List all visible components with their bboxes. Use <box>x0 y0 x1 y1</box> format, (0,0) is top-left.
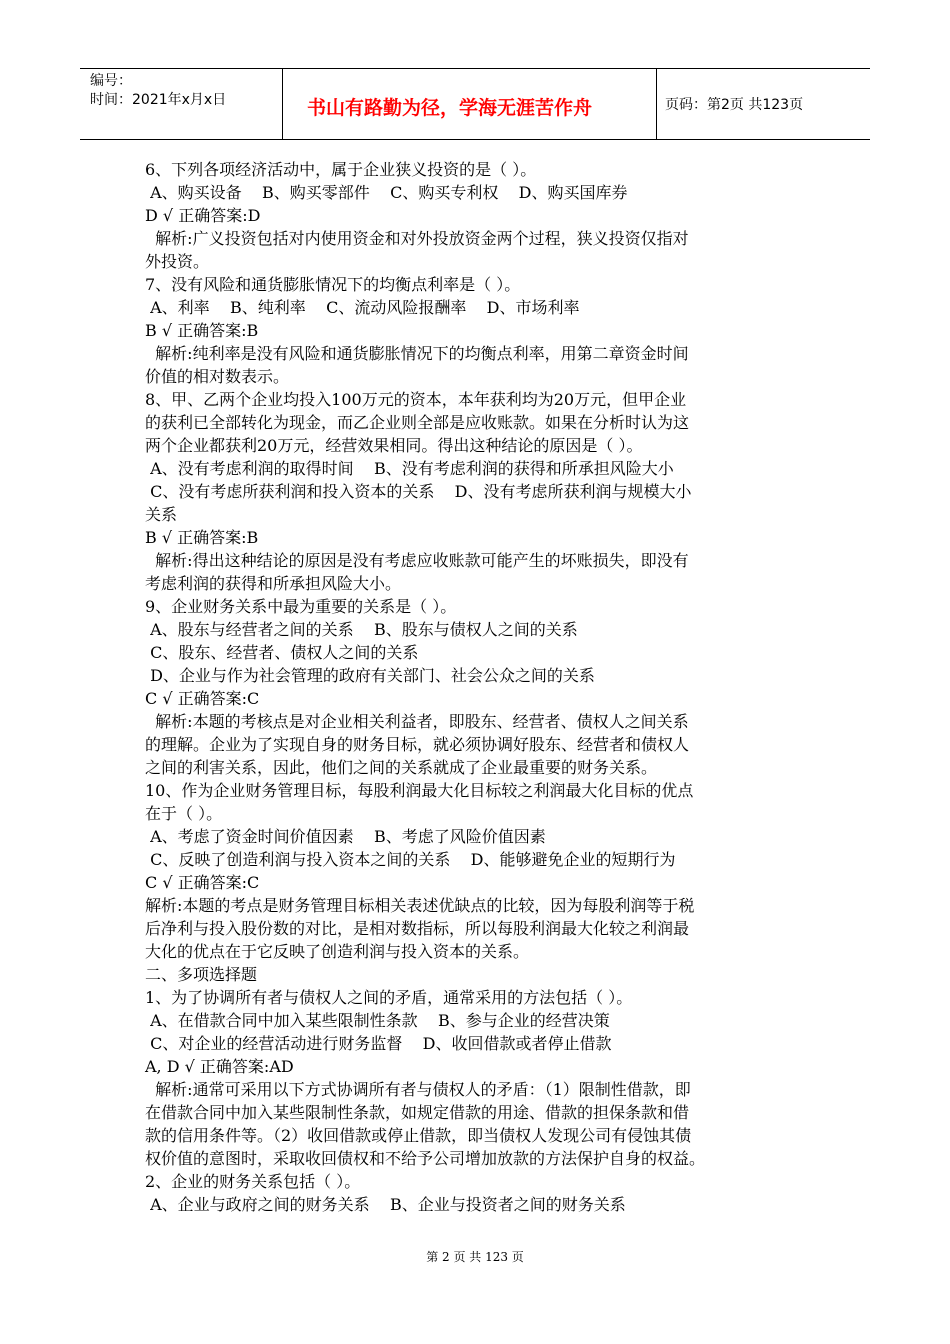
text-line: C、反映了创造利润与投入资本之间的关系 D、能够避免企业的短期行为 <box>145 850 676 869</box>
text-line: A, D √ 正确答案:AD <box>145 1057 294 1076</box>
text-line: 解析:纯利率是没有风险和通货膨胀情况下的均衡点利率，用第二章资金时间 <box>145 344 689 363</box>
text-line: C、没有考虑所获利润和投入资本的关系 D、没有考虑所获利润与规模大小 <box>145 482 692 501</box>
text-line: 大化的优点在于它反映了创造利润与投入资本的关系。 <box>145 942 530 961</box>
text-line: A、考虑了资金时间价值因素 B、考虑了风险价值因素 <box>145 827 546 846</box>
text-line: 10、作为企业财务管理目标，每股利润最大化目标较之利润最大化目标的优点 <box>145 781 694 800</box>
text-line: D、企业与作为社会管理的政府有关部门、社会公众之间的关系 <box>145 666 595 685</box>
header-page-info: 页码：第2页 共123页 <box>665 97 804 113</box>
text-line: 后净利与投入股份数的对比，是相对数指标，所以每股利润最大化较之利润最 <box>145 919 690 938</box>
text-line: 解析:得出这种结论的原因是没有考虑应收账款可能产生的坏账损失，即没有 <box>145 551 689 570</box>
document-body <box>145 158 810 1216</box>
text-line: 的获利已全部转化为现金，而乙企业则全部是应收账款。如果在分析时认为这 <box>145 413 690 432</box>
header-meta-cell <box>80 69 283 139</box>
header-motto: 书山有路勤为径，学海无涯苦作舟 <box>307 97 593 119</box>
text-line: B √ 正确答案:B <box>145 528 259 547</box>
text-line: 权价值的意图时，采取收回债权和不给予公司增加放款的方法保护自身的权益。 <box>145 1149 706 1168</box>
text-line: 7、没有风险和通货膨胀情况下的均衡点利率是（ ）。 <box>145 275 521 294</box>
text-line: 的理解。企业为了实现自身的财务目标，就必须协调好股东、经营者和债权人 <box>145 735 690 754</box>
text-line: A、在借款合同中加入某些限制性条款 B、参与企业的经营决策 <box>145 1011 610 1030</box>
text-line: A、股东与经营者之间的关系 B、股东与债权人之间的关系 <box>145 620 578 639</box>
page-header <box>80 68 870 140</box>
text-line: 解析:广义投资包括对内使用资金和对外投放资金两个过程，狭义投资仅指对 <box>145 229 689 248</box>
text-line: D √ 正确答案:D <box>145 206 261 225</box>
text-line: 外投资。 <box>145 252 210 271</box>
text-line: 款的信用条件等。（2）收回借款或停止借款，即当债权人发现公司有侵蚀其债 <box>145 1126 692 1145</box>
header-motto-cell <box>283 69 657 139</box>
text-line: 1、为了协调所有者与债权人之间的矛盾，通常采用的方法包括（ ）。 <box>145 988 633 1007</box>
text-line: C √ 正确答案:C <box>145 689 260 708</box>
text-line: C √ 正确答案:C <box>145 873 260 892</box>
text-line: 之间的利害关系，因此，他们之间的关系就成了企业最重要的财务关系。 <box>145 758 658 777</box>
text-line: A、企业与政府之间的财务关系 B、企业与投资者之间的财务关系 <box>145 1195 626 1214</box>
text-line: 在于（ ）。 <box>145 804 223 823</box>
text-line: A、利率 B、纯利率 C、流动风险报酬率 D、市场利率 <box>145 298 580 317</box>
document-number-label: 编号： <box>90 73 132 89</box>
text-line: 2、企业的财务关系包括（ ）。 <box>145 1172 361 1191</box>
header-page-cell <box>657 69 870 139</box>
text-line: A、购买设备 B、购买零部件 C、购买专利权 D、购买国库券 <box>145 183 628 202</box>
text-line: 两个企业都获利20万元，经营效果相同。得出这种结论的原因是（ ）。 <box>145 436 643 455</box>
text-line: 价值的相对数表示。 <box>145 367 290 386</box>
text-line: 考虑利润的获得和所承担风险大小。 <box>145 574 402 593</box>
text-line: 解析:通常可采用以下方式协调所有者与债权人的矛盾：（1）限制性借款，即 <box>145 1080 691 1099</box>
text-line: 解析:本题的考核点是对企业相关利益者，即股东、经营者、债权人之间关系 <box>145 712 689 731</box>
text-line: C、对企业的经营活动进行财务监督 D、收回借款或者停止借款 <box>145 1034 612 1053</box>
text-line: B √ 正确答案:B <box>145 321 259 340</box>
text-line: 二、多项选择题 <box>145 965 258 984</box>
text-line: 6、下列各项经济活动中，属于企业狭义投资的是（ ）。 <box>145 160 537 179</box>
text-line: 9、企业财务关系中最为重要的关系是（ ）。 <box>145 597 457 616</box>
text-line: 8、甲、乙两个企业均投入100万元的资本，本年获利均为20万元，但甲企业 <box>145 390 687 409</box>
text-line: C、股东、经营者、债权人之间的关系 <box>145 643 419 662</box>
page-footer: 第 2 页 共 123 页 <box>426 1250 524 1264</box>
text-line: 在借款合同中加入某些限制性条款，如规定借款的用途、借款的担保条款和借 <box>145 1103 690 1122</box>
text-line: 关系 <box>145 505 178 524</box>
text-line: 解析:本题的考点是财务管理目标相关表述优缺点的比较，因为每股利润等于税 <box>145 896 695 915</box>
text-line: A、没有考虑利润的取得时间 B、没有考虑利润的获得和所承担风险大小 <box>145 459 674 478</box>
document-date: 时间：2021年x月x日 <box>90 92 227 108</box>
